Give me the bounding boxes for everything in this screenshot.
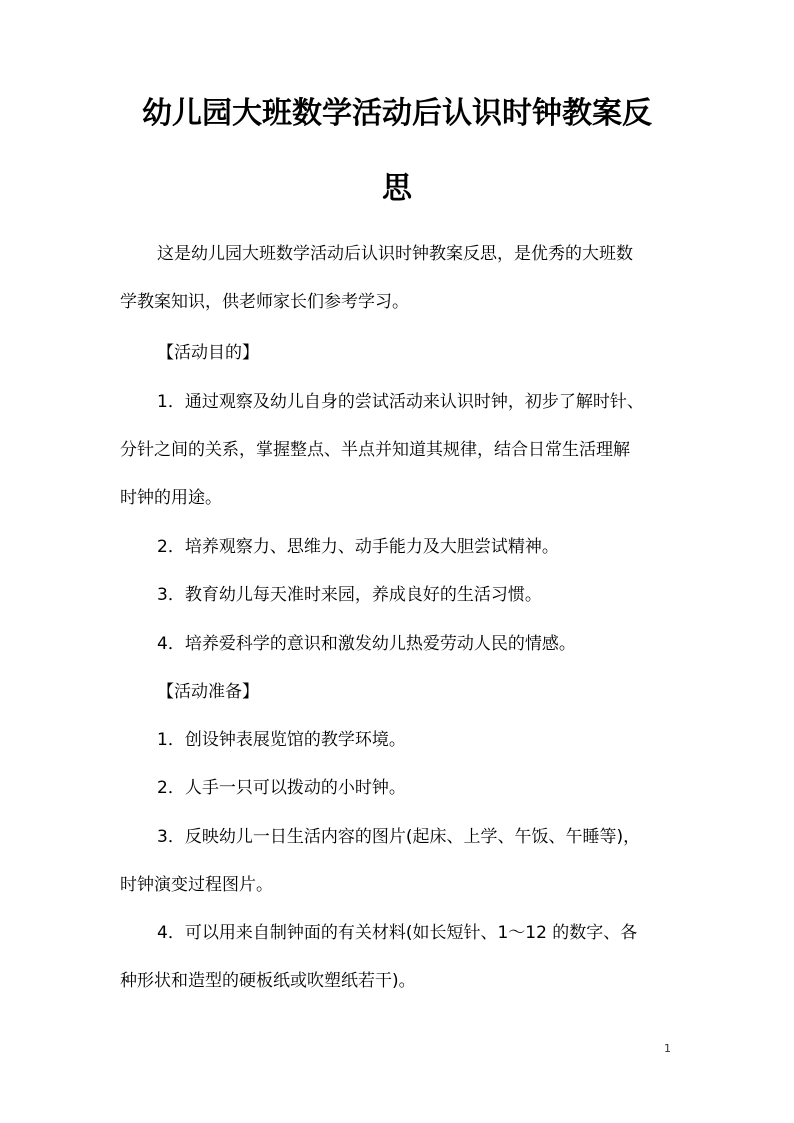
prep-3-line-1: 3．反映幼儿一日生活内容的图片(起床、上学、午饭、午睡等)， [157,827,641,847]
goal-1-line-1: 1．通过观察及幼儿自身的尝试活动来认识时钟，初步了解时针、 [157,392,644,412]
intro-line-2: 学教案知识，供老师家长们参考学习。 [120,292,409,312]
goal-2: 2．培养观察力、思维力、动手能力及大胆尝试精神。 [157,537,559,557]
page-number: 1 [664,1042,671,1055]
prep-1: 1．创设钟表展览馆的教学环境。 [157,730,406,750]
prep-4-line-1: 4．可以用来自制钟面的有关材料(如长短针、1～12 的数字、各 [157,923,638,943]
section-heading-preparation: 【活动准备】 [157,682,259,702]
intro-line-1: 这是幼儿园大班数学活动后认识时钟教案反思，是优秀的大班数 [157,244,633,264]
prep-2: 2．人手一只可以拨动的小时钟。 [157,778,406,798]
prep-3-line-2: 时钟演变过程图片。 [120,875,273,895]
document-title-line-1: 幼儿园大班数学活动后认识时钟教案反 [142,96,652,131]
goal-1-line-3: 时钟的用途。 [120,488,222,508]
prep-4-line-2: 种形状和造型的硬板纸或吹塑纸若干)。 [120,971,416,991]
document-title-line-2: 思 [382,171,412,206]
section-heading-goals: 【活动目的】 [157,343,259,363]
goal-3: 3．教育幼儿每天准时来园，养成良好的生活习惯。 [157,585,542,605]
goal-1-line-2: 分针之间的关系，掌握整点、半点并知道其规律，结合日常生活理解 [120,440,630,460]
goal-4: 4．培养爱科学的意识和激发幼儿热爱劳动人民的情感。 [157,634,576,654]
